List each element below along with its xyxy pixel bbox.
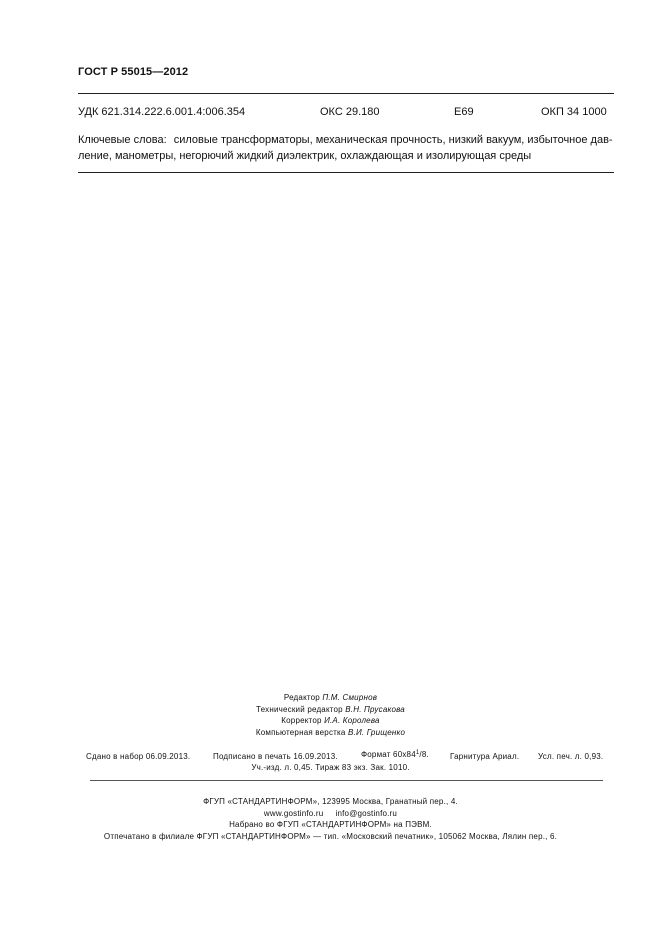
keywords-rule [78,172,614,173]
keywords-text-2: ление, манометры, негорючий жидкий диэлектрик, охлаждающая и изолирующая среды [78,150,532,162]
imprint-format-prefix: Формат 60х84 [361,750,416,759]
imprint-print-sheets: Усл. печ. л. 0,93. [538,752,604,761]
imprint-format-sup: 1 [415,750,420,756]
publisher-address: ФГУП «СТАНДАРТИНФОРМ», 123995 Москва, Гранатный пер., 4. [203,797,458,806]
okp-code: ОКП 34 1000 [541,106,607,118]
imprint-font: Гарнитура Ариал. [450,752,520,761]
credit-layout-role: Компьютерная верстка [255,728,346,737]
keywords-label: Ключевые слова: [78,134,167,146]
oks-code: ОКС 29.180 [320,106,380,118]
imprint-format-suffix: /8. [419,750,429,759]
imprint-format [361,750,429,759]
publisher-printed: Отпечатано в филиале ФГУП «СТАНДАРТИНФОРМ» — тип. «Московский печатник», 105062 Москва, Лялин пер., 6. [103,832,558,841]
credit-tech-editor-name: В.Н. Прусакова [345,705,405,714]
credit-editor [0,693,661,702]
publisher-contacts [0,809,661,818]
publisher-email-link[interactable]: info@gostinfo.ru [335,809,398,818]
header-rule [78,93,614,94]
credit-layout-name: В.И. Грищенко [348,728,406,737]
credit-corrector-role: Корректор [281,716,322,725]
credit-tech-editor-role: Технический редактор [256,705,343,714]
imprint-sent: Сдано в набор 06.09.2013. [86,752,191,761]
credit-editor-role: Редактор [283,693,320,702]
keywords-text-1: силовые трансформаторы, механическая прочность, низкий вакуум, избыточное дав- [173,134,613,146]
document-title: ГОСТ Р 55015—2012 [78,66,189,78]
credit-corrector-name: И.А. Королева [324,716,380,725]
credit-editor-name: П.М. Смирнов [322,693,378,702]
keywords-line-1 [78,132,615,148]
credit-layout [0,728,661,737]
udk-code: УДК 621.314.222.6.001.4:006.354 [78,106,246,118]
credit-tech-editor [0,705,661,714]
publisher-website-link[interactable]: www.gostinfo.ru [263,809,324,818]
imprint-line-2: Уч.-изд. л. 0,45. Тираж 83 экз. Зак. 1010. [251,763,410,772]
publisher-typeset: Набрано во ФГУП «СТАНДАРТИНФОРМ» на ПЭВМ. [229,820,432,829]
imprint-signed: Подписано в печать 16.09.2013. [213,752,338,761]
imprint-rule [90,780,603,781]
credit-corrector [0,716,661,725]
e-code: Е69 [454,106,474,118]
keywords-block [78,132,615,164]
